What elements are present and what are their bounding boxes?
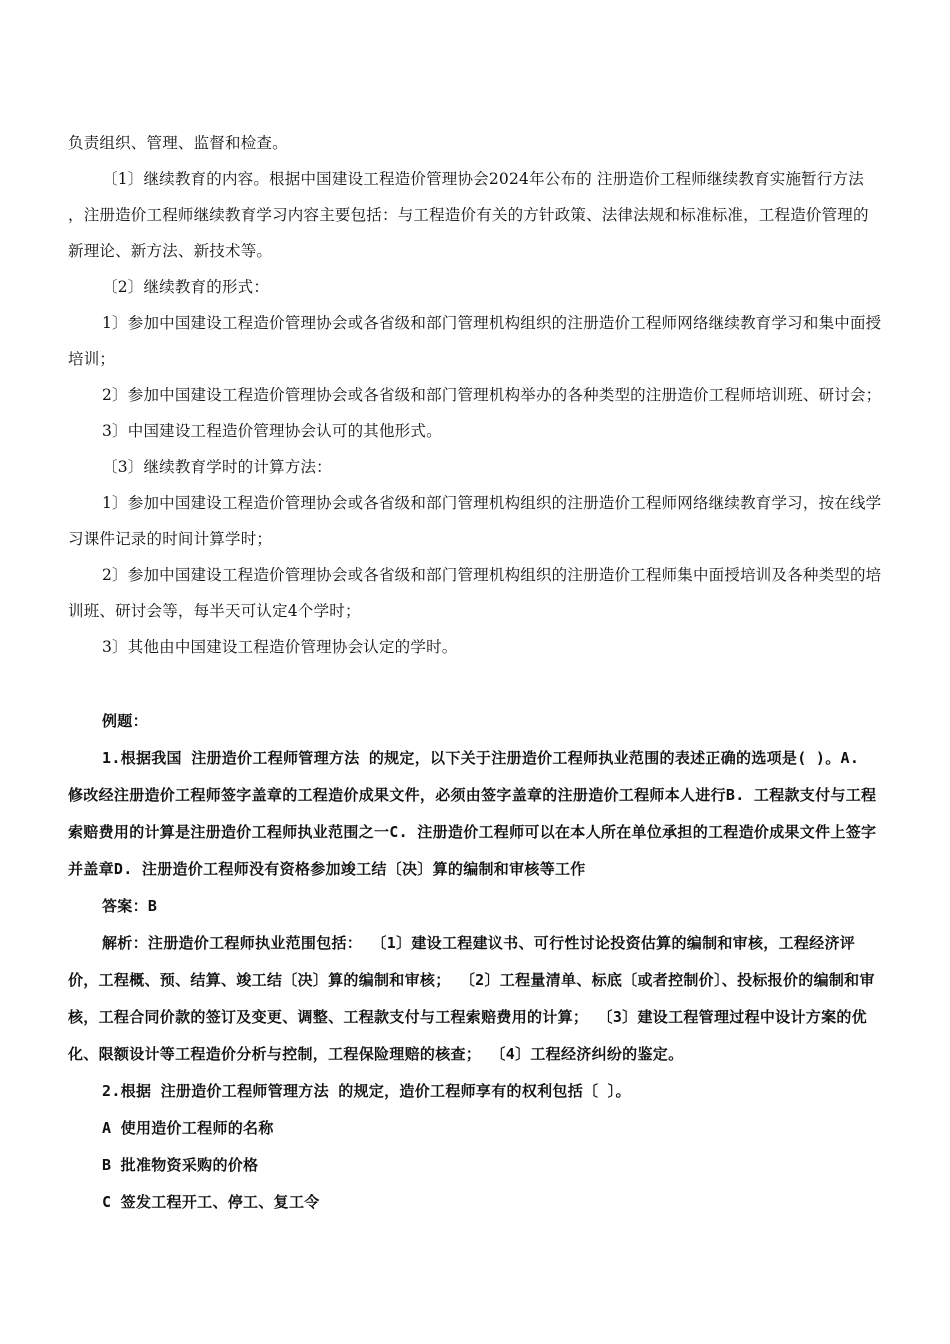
option-b: B 批准物资采购的价格 xyxy=(102,1156,259,1174)
paragraph-content-1: 〔1〕继续教育的内容。根据中国建设工程造价管理协会2024年公布的 注册造价工程师继续教育实施暂行方法 ，注册造价工程师继续教育学习内容主要包括：与工程造价有关的方针政策、法律法规和标准标准，工程造价管理的新理论、新方法、新技术等。 xyxy=(68,170,869,260)
regular-text-section xyxy=(68,125,883,665)
paragraph-form-2: 2〕参加中国建设工程造价管理协会或各省级和部门管理机构举办的各种类型的注册造价工程师培训班、研讨会； xyxy=(102,386,882,404)
paragraph-hours-3: 3〕其他由中国建设工程造价管理协会认定的学时。 xyxy=(102,638,458,656)
answer-1: 答案：B xyxy=(102,897,158,915)
example-section xyxy=(68,703,883,1221)
paragraph-form-heading: 〔2〕继续教育的形式： xyxy=(102,278,270,296)
paragraph-form-1: 1〕参加中国建设工程造价管理协会或各省级和部门管理机构组织的注册造价工程师网络继续教育学习和集中面授培训； xyxy=(68,314,882,368)
paragraph-hours-1: 1〕参加中国建设工程造价管理协会或各省级和部门管理机构组织的注册造价工程师网络继续教育学习，按在线学习课件记录的时间计算学时； xyxy=(68,494,882,548)
example-heading: 例题： xyxy=(102,712,148,730)
paragraph-intro: 负责组织、管理、监督和检查。 xyxy=(68,134,288,152)
paragraph-hours-2: 2〕参加中国建设工程造价管理协会或各省级和部门管理机构组织的注册造价工程师集中面授培训及各种类型的培训班、研讨会等，每半天可认定4个学时； xyxy=(68,566,882,620)
option-a: A 使用造价工程师的名称 xyxy=(102,1119,274,1137)
option-c: C 签发工程开工、停工、复工令 xyxy=(102,1193,320,1211)
question-1: 1.根据我国 注册造价工程师管理方法 的规定，以下关于注册造价工程师执业范围的表述正确的选项是( )。A. 修改经注册造价工程师签字盖章的工程造价成果文件，必须由签字盖章的注册造价工程师本人进行B. 工程款支付与工程索赔费用的计算是注册造价工程师执业范围之一C. 注册造价工程师可以在本人所在单位承担的工程造价成果文件上签字并盖章D. 注册造价工程师没有资格参加竣工结〔决〕算的编制和审核等工作 xyxy=(68,749,877,878)
paragraph-form-3: 3〕中国建设工程造价管理协会认可的其他形式。 xyxy=(102,422,442,440)
question-2: 2.根据 注册造价工程师管理方法 的规定，造价工程师享有的权利包括〔 〕。 xyxy=(102,1082,631,1100)
paragraph-hours-heading: 〔3〕继续教育学时的计算方法： xyxy=(102,458,332,476)
analysis-1: 解析：注册造价工程师执业范围包括： 〔1〕建设工程建议书、可行性讨论投资估算的编制和审核，工程经济评价，工程概、预、结算、竣工结〔决〕算的编制和审核； 〔2〕工程量清单、标底〔或者控制价〕、投标报价的编制和审核，工程合同价款的签订及变更、调整、工程款支付与工程索赔费用的计算； 〔3〕建设工程管理过程中设计方案的优化、限额设计等工程造价分析与控制，工程保险理赔的核查； 〔4〕工程经济纠纷的鉴定。 xyxy=(68,934,875,1063)
